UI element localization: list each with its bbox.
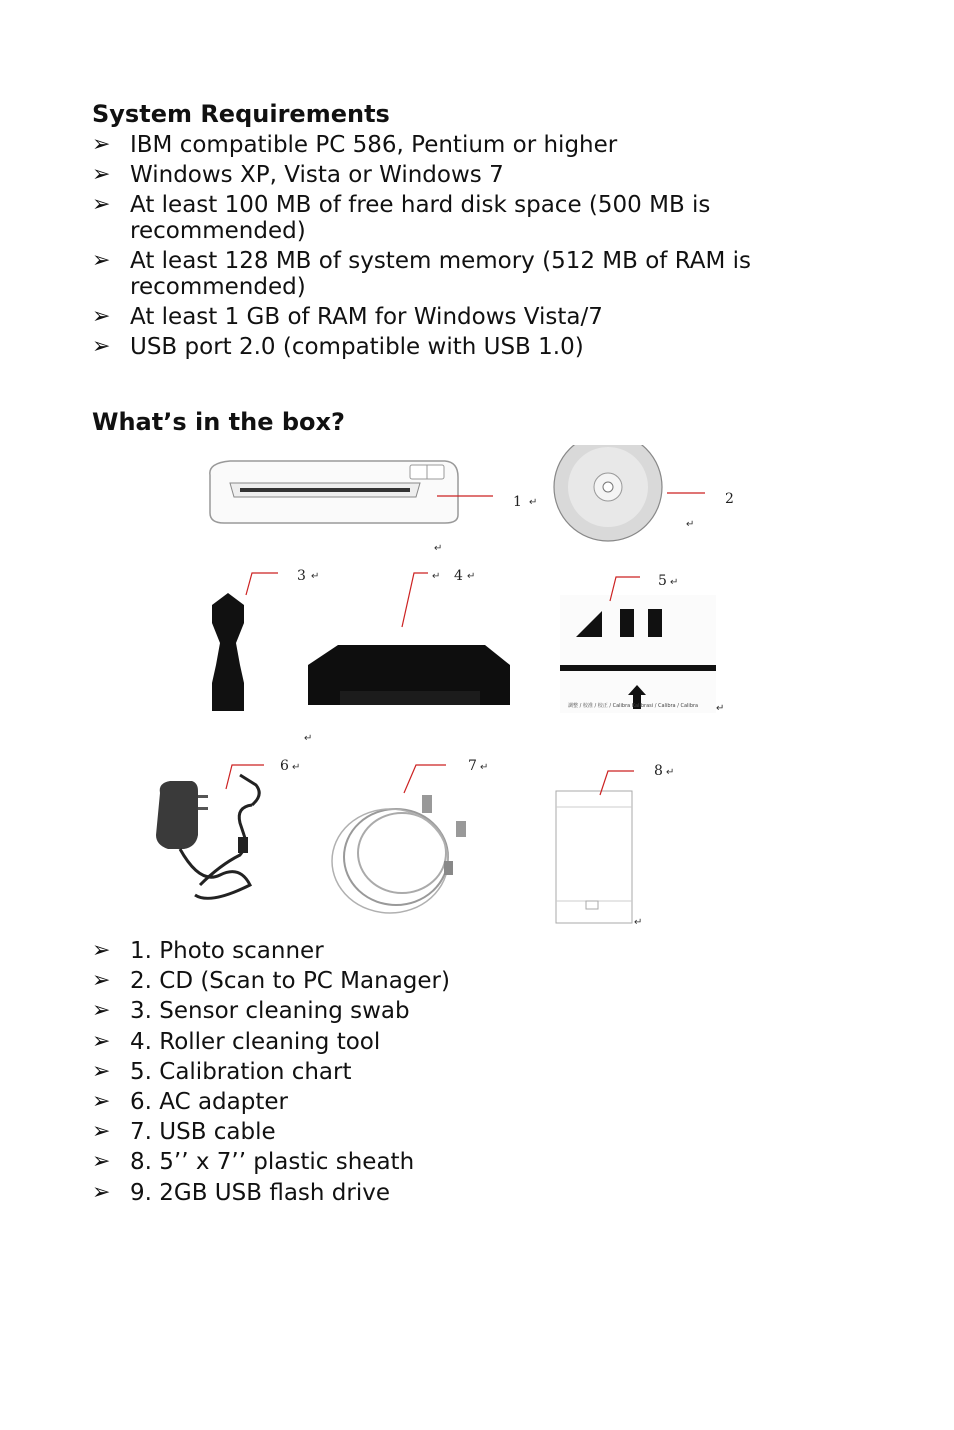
box-item: ➢ 2. CD (Scan to PC Manager) xyxy=(92,968,450,995)
return-mark: ↵ xyxy=(686,519,695,530)
arrowhead-bullet-icon: ➢ xyxy=(92,162,111,187)
arrowhead-bullet-icon: ➢ xyxy=(92,1028,111,1054)
arrowhead-bullet-icon: ➢ xyxy=(92,132,111,157)
ac-adapter-illustration xyxy=(156,775,259,898)
cd-illustration xyxy=(554,445,662,541)
photo-scanner-illustration xyxy=(210,461,458,523)
box-item: ➢ 4. Roller cleaning tool xyxy=(92,1028,381,1055)
return-mark: ↵ xyxy=(467,571,476,582)
requirement-item: ➢ USB port 2.0 (compatible with USB 1.0) xyxy=(92,334,584,360)
return-mark: ↵ xyxy=(480,762,489,773)
box-item: ➢ 3. Sensor cleaning swab xyxy=(92,998,410,1025)
box-contents-figure xyxy=(140,445,740,935)
roller-cleaning-tool-illustration xyxy=(308,645,510,705)
box-item: ➢ 9. 2GB USB flash drive xyxy=(92,1179,390,1206)
arrowhead-bullet-icon: ➢ xyxy=(92,1149,111,1175)
box-item: ➢ 1. Photo scanner xyxy=(92,938,324,964)
system-requirements-list xyxy=(92,132,852,364)
return-mark: ↵ xyxy=(304,733,313,744)
arrowhead-bullet-icon: ➢ xyxy=(92,1119,111,1145)
callout-5: 5 xyxy=(658,573,667,589)
box-item: ➢ 6. AC adapter xyxy=(92,1088,288,1115)
callout-line-7 xyxy=(404,765,446,793)
return-mark: ↵ xyxy=(311,571,320,582)
arrowhead-bullet-icon: ➢ xyxy=(92,304,111,329)
requirement-item: ➢ Windows XP, Vista or Windows 7 xyxy=(92,162,504,188)
box-item: ➢ 5. Calibration chart xyxy=(92,1058,352,1085)
return-mark: ↵ xyxy=(716,703,725,714)
callout-7: 7 xyxy=(468,758,477,774)
return-mark: ↵ xyxy=(432,571,441,582)
box-item: ➢ 8. 5’’ x 7’’ plastic sheath xyxy=(92,1149,415,1176)
arrowhead-bullet-icon: ➢ xyxy=(92,248,111,273)
arrowhead-bullet-icon: ➢ xyxy=(92,334,111,359)
box-contents-list xyxy=(92,938,852,1210)
arrowhead-bullet-icon: ➢ xyxy=(92,192,111,217)
arrowhead-bullet-icon: ➢ xyxy=(92,968,111,994)
box-item: ➢ 7. USB cable xyxy=(92,1119,276,1146)
arrowhead-bullet-icon: ➢ xyxy=(92,998,111,1024)
calibration-chart-caption: 調整 / 校准 / 校正 / Calibra Kalibrasi / Calibra / Calibra xyxy=(568,703,699,709)
callout-1: 1 xyxy=(513,494,522,510)
callout-2: 2 xyxy=(725,491,734,507)
return-mark: ↵ xyxy=(434,543,443,554)
return-mark: ↵ xyxy=(670,577,679,588)
return-mark: ↵ xyxy=(529,497,538,508)
plastic-sheath-illustration xyxy=(556,791,632,923)
arrowhead-bullet-icon: ➢ xyxy=(92,1058,111,1084)
requirement-item: ➢ At least 128 MB of system memory (512 MB of RAM is recommended) xyxy=(92,248,752,300)
return-mark: ↵ xyxy=(292,762,301,773)
return-mark: ↵ xyxy=(666,767,675,778)
callout-line-4 xyxy=(402,573,428,627)
usb-cable-illustration xyxy=(332,795,466,913)
system-requirements-heading: System Requirements xyxy=(92,100,390,128)
callout-4: 4 xyxy=(454,568,463,584)
callout-3: 3 xyxy=(297,568,306,584)
whats-in-the-box-heading: What’s in the box? xyxy=(92,408,345,436)
cleaning-swab-illustration xyxy=(212,593,244,711)
arrowhead-bullet-icon: ➢ xyxy=(92,938,111,963)
requirement-item: ➢ IBM compatible PC 586, Pentium or higher xyxy=(92,132,618,158)
calibration-chart-illustration xyxy=(560,595,716,713)
callout-line-3 xyxy=(246,573,278,595)
requirement-item: ➢ At least 1 GB of RAM for Windows Vista/7 xyxy=(92,304,603,330)
callout-6: 6 xyxy=(280,758,289,774)
return-mark: ↵ xyxy=(634,917,643,928)
arrowhead-bullet-icon: ➢ xyxy=(92,1088,111,1114)
arrowhead-bullet-icon: ➢ xyxy=(92,1179,111,1205)
callout-8: 8 xyxy=(654,763,663,779)
requirement-item: ➢ At least 100 MB of free hard disk space (500 MB is recommended) xyxy=(92,192,711,244)
